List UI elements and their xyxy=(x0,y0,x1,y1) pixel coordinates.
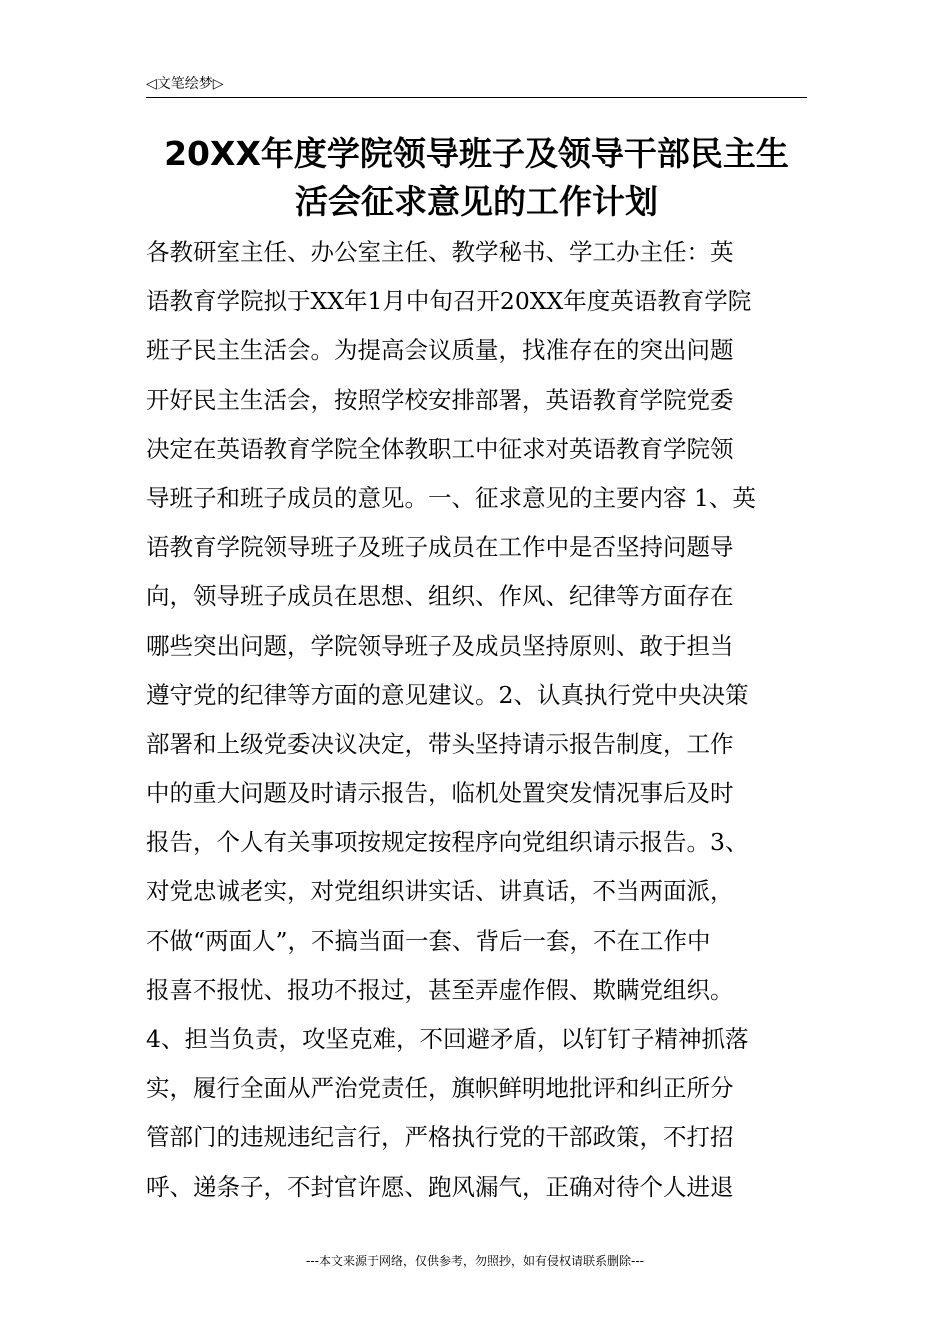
body-line: 报告，个人有关事项按规定按程序向党组织请示报告。3、 xyxy=(146,828,749,857)
body-line: 导班子和班子成员的意见。一、征求意见的主要内容 1、英 xyxy=(146,483,756,512)
body-line: 哪些突出问题，学院领导班子及成员坚持原则、敢于担当 xyxy=(146,631,734,660)
body-line: 各教研室主任、办公室主任、教学秘书、学工办主任：英 xyxy=(146,238,734,266)
body-line: 班子民主生活会。为提高会议质量，找准存在的突出问题 xyxy=(146,336,734,365)
body-line: 管部门的违规违纪言行，严格执行党的干部政策，不打招 xyxy=(146,1123,734,1152)
body-line: 4、担当负责，攻坚克难，不回避矛盾，以钉钉子精神抓落 xyxy=(146,1025,749,1053)
body-line: 遵守党的纪律等方面的意见建议。2、认真执行党中央决策 xyxy=(146,680,749,709)
body-line: 对党忠诚老实，对党组织讲实话、讲真话，不当两面派， xyxy=(146,877,734,906)
body-line: 呼、递条子，不封官许愿、跑风漏气，正确对待个人进退 xyxy=(146,1172,734,1201)
body-line: 决定在英语教育学院全体教职工中征求对英语教育学院领 xyxy=(146,434,734,463)
header-label: ◁文笔绘梦▷ xyxy=(146,76,224,92)
body-line: 向，领导班子成员在思想、组织、作风、纪律等方面存在 xyxy=(146,582,734,611)
title-line: 活会征求意见的工作计划 xyxy=(295,182,658,221)
title-line: 20XX年度学院领导班子及领导干部民主生 xyxy=(164,134,789,173)
document-title xyxy=(146,130,807,226)
body-line: 中的重大问题及时请示报告，临机处置突发情况事后及时 xyxy=(146,779,734,808)
body-line: 部署和上级党委决议决定，带头坚持请示报告制度，工作 xyxy=(146,729,734,758)
header-divider xyxy=(146,97,807,98)
body-line: 实，履行全面从严治党责任，旗帜鲜明地批评和纠正所分 xyxy=(146,1074,734,1103)
body-line: 语教育学院拟于XX年1月中旬召开20XX年度英语教育学院 xyxy=(146,287,752,316)
footer-disclaimer: ---本文来源于网络，仅供参考，勿照抄，如有侵权请联系删除--- xyxy=(306,1254,644,1268)
body-line: 开好民主生活会，按照学校安排部署，英语教育学院党委 xyxy=(146,385,734,414)
body-line: 语教育学院领导班子及班子成员在工作中是否坚持问题导 xyxy=(146,533,734,562)
body-line: 报喜不报忧、报功不报过，甚至弄虚作假、欺瞒党组织。 xyxy=(146,975,734,1004)
body-line: 不做“两面人”，不搞当面一套、背后一套，不在工作中 xyxy=(146,926,711,955)
document-body xyxy=(146,228,816,1212)
